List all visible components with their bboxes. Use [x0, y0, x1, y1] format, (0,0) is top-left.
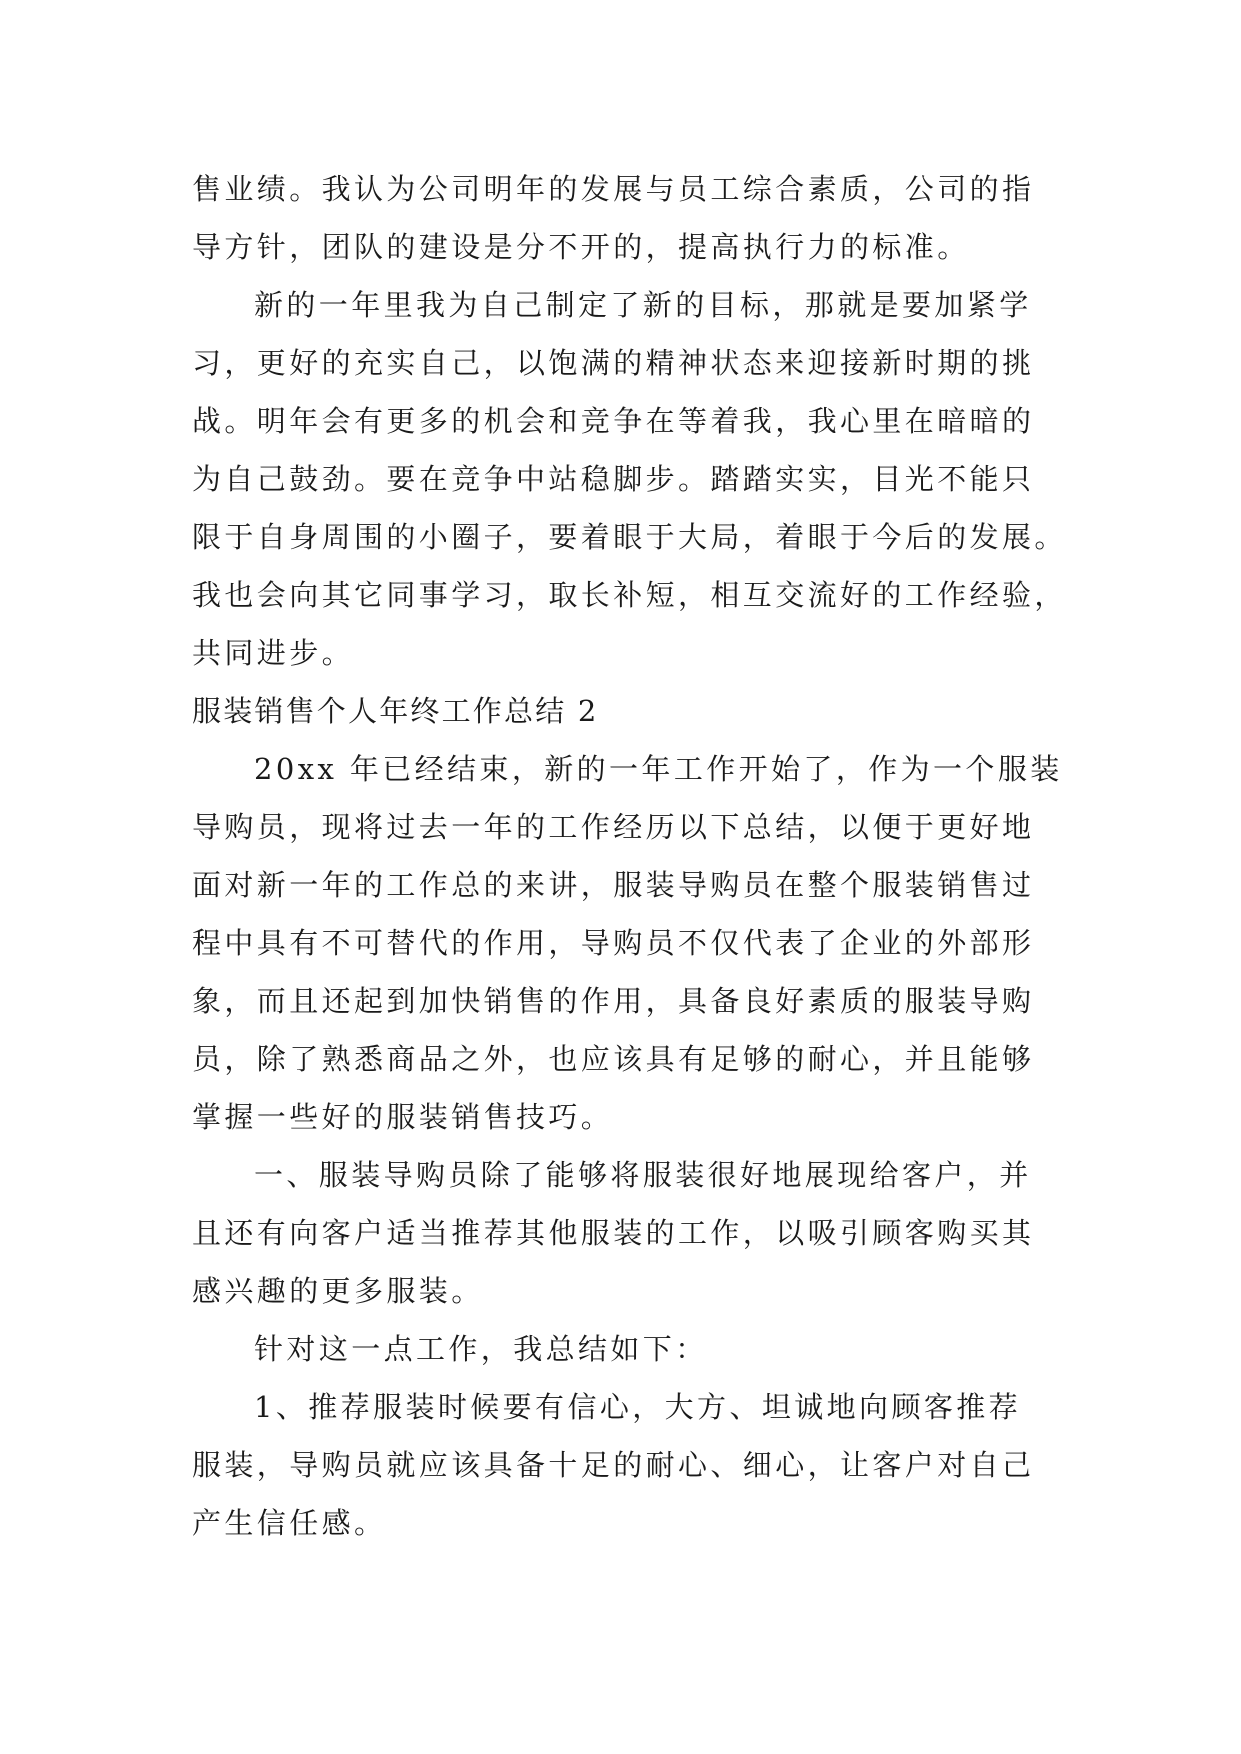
- text-line: 产生信任感。: [192, 1506, 387, 1540]
- document-page: [192, 160, 1067, 1552]
- text-line: 限于自身周围的小圈子，要着眼于大局，着眼于今后的发展。: [192, 520, 1067, 554]
- section-heading: 服装销售个人年终工作总结 2: [192, 694, 599, 728]
- text-line: 服装，导购员就应该具备十足的耐心、细心，让客户对自己: [192, 1448, 1035, 1482]
- paragraph-start-line: 一、服装导购员除了能够将服装很好地展现给客户，并: [254, 1158, 1032, 1192]
- text-line: 象，而且还起到加快销售的作用，具备良好素质的服装导购: [192, 984, 1035, 1018]
- paragraph-start-line: 20xx 年已经结束，新的一年工作开始了，作为一个服装: [254, 752, 1063, 786]
- text-line: 程中具有不可替代的作用，导购员不仅代表了企业的外部形: [192, 926, 1035, 960]
- text-line: 导方针，团队的建设是分不开的，提高执行力的标准。: [192, 230, 970, 264]
- text-line: 员，除了熟悉商品之外，也应该具有足够的耐心，并且能够: [192, 1042, 1035, 1076]
- text-line: 共同进步。: [192, 636, 355, 670]
- text-line: 我也会向其它同事学习，取长补短，相互交流好的工作经验，: [192, 578, 1067, 612]
- text-line: 掌握一些好的服装销售技巧。: [192, 1100, 614, 1134]
- paragraph-start-line: 1、推荐服装时候要有信心，大方、坦诚地向顾客推荐: [254, 1390, 1022, 1424]
- text-line: 且还有向客户适当推荐其他服装的工作，以吸引顾客购买其: [192, 1216, 1035, 1250]
- text-line: 为自己鼓劲。要在竞争中站稳脚步。踏踏实实，目光不能只: [192, 462, 1035, 496]
- text-line: 导购员，现将过去一年的工作经历以下总结，以便于更好地: [192, 810, 1035, 844]
- text-line: 习，更好的充实自己，以饱满的精神状态来迎接新时期的挑: [192, 346, 1035, 380]
- text-line: 感兴趣的更多服装。: [192, 1274, 484, 1308]
- paragraph-start-line: 针对这一点工作，我总结如下：: [254, 1332, 708, 1366]
- text-line: 面对新一年的工作总的来讲，服装导购员在整个服装销售过: [192, 868, 1035, 902]
- text-line: 战。明年会有更多的机会和竞争在等着我，我心里在暗暗的: [192, 404, 1035, 438]
- text-line: 售业绩。我认为公司明年的发展与员工综合素质，公司的指: [192, 172, 1035, 206]
- paragraph-start-line: 新的一年里我为自己制定了新的目标，那就是要加紧学: [254, 288, 1032, 322]
